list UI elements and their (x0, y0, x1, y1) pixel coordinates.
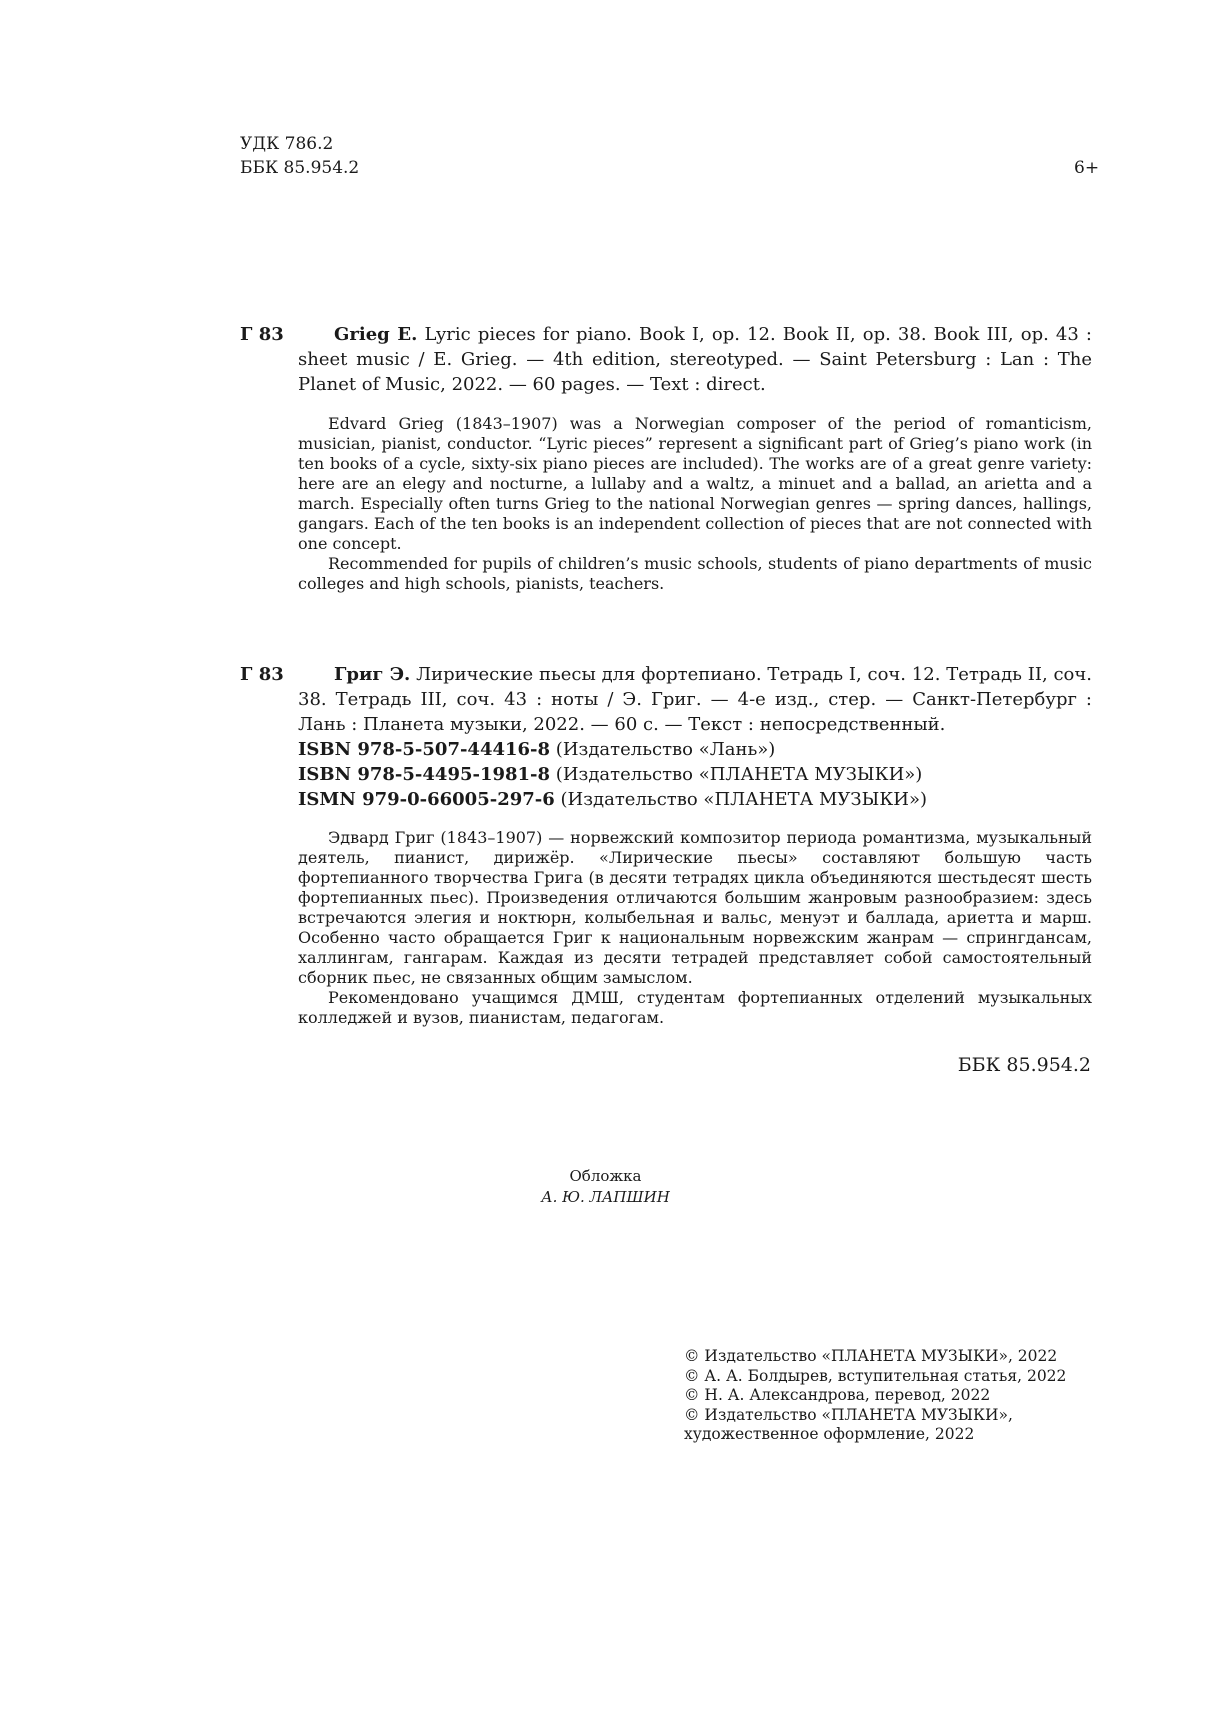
abstract-en (298, 414, 1092, 594)
age-rating: 6+ (1074, 158, 1100, 178)
ismn-line (298, 787, 927, 812)
isbn-1-number: ISBN 978-5-507-44416-8 (298, 739, 551, 760)
classification-block (240, 132, 359, 180)
udk-code: УДК 786.2 (240, 134, 334, 154)
ismn-number: ISMN 979-0-66005-297-6 (298, 789, 555, 810)
author-ru: Григ Э. (334, 664, 411, 685)
citation-ru (298, 662, 1092, 737)
isbn-1-publisher: (Издательство «Лань») (555, 739, 776, 760)
author-en: Grieg E. (334, 324, 418, 345)
cover-label: Обложка (569, 1167, 642, 1185)
bbk-footer: ББК 85.954.2 (957, 1054, 1091, 1076)
abstract-ru-paragraph-1: Эдвард Григ (1843–1907) — норвежский композитор периода романтизма, музыкальный деятель, пианист, дирижёр. «Лирические пьесы» составляют большую часть фортепианного творчества Грига (в десяти тетрадях цикла объединяются шестьдесят шесть фортепианных пьес). Произведения отличаются большим жанровым разнообразием: здесь встречаются элегия и ноктюрн, колыбельная и вальс, менуэт и баллада, ариетта и марш. Особенно часто обращается Григ к национальным норвежским жанрам — спрингдансам, халлингам, гангарам. Каждая из десяти тетрадей представляет собой самостоятельный сборник пьес, не связанных общим замыслом. (298, 828, 1092, 987)
copyright-line: © Издательство «ПЛАНЕТА МУЗЫКИ», художественное оформление, 2022 (684, 1405, 1013, 1443)
abstract-ru-paragraph-2: Рекомендовано учащимся ДМШ, студентам фортепианных отделений музыкальных колледжей и вузов, пианистам, педагогам. (298, 988, 1092, 1027)
isbn-line-1 (298, 737, 927, 762)
citation-text-ru: Лирические пьесы для фортепиано. Тетрадь I, соч. 12. Тетрадь II, соч. 38. Тетрадь III, соч. 43 : ноты / Э. Григ. — 4-е изд., стер. — Санкт-Петербург : Лань : Планета музыки, 2022. — 60 с. — Текст : непосредственный. (298, 664, 1092, 735)
isbn-line-2 (298, 762, 927, 787)
isbn-2-publisher: (Издательство «ПЛАНЕТА МУЗЫКИ») (555, 764, 923, 785)
abstract-en-paragraph-1: Edvard Grieg (1843–1907) was a Norwegian composer of the period of romanticism, musician, pianist, conductor. “Lyric pieces” represent a significant part of Grieg’s piano work (in ten books of a cycle, sixty-six piano pieces are included). The works are of a great genre variety: here are an elegy and nocturne, a lullaby and a waltz, a minuet and a ballad, an arietta and a march. Especially often turns Grieg to the national Norwegian genres — spring dances, hallings, gangars. Each of the ten books is an independent collection of pieces that are not connected with one concept. (298, 414, 1092, 553)
ismn-publisher: (Издательство «ПЛАНЕТА МУЗЫКИ») (560, 789, 928, 810)
copyright-block (684, 1347, 1094, 1445)
copyright-line: © Н. А. Александрова, перевод, 2022 (684, 1386, 991, 1404)
entry-code-en: Г 83 (240, 324, 284, 345)
entry-code-ru: Г 83 (240, 664, 284, 685)
isbn-2-number: ISBN 978-5-4495-1981-8 (298, 764, 551, 785)
bbk-code: ББК 85.954.2 (240, 158, 360, 178)
citation-text-en: Lyric pieces for piano. Book I, op. 12. Book II, op. 38. Book III, op. 43 : sheet music / E. Grieg. — 4th edition, stereotyped. — Saint Petersburg : Lan : The Planet of Music, 2022. — 60 pages. — Text : direct. (298, 324, 1092, 395)
abstract-en-paragraph-2: Recommended for pupils of children’s music schools, students of piano departments of music colleges and high schools, pianists, teachers. (298, 554, 1092, 593)
copyright-line: © Издательство «ПЛАНЕТА МУЗЫКИ», 2022 (684, 1347, 1058, 1365)
isbn-block (298, 737, 927, 812)
copyright-line: © А. А. Болдырев, вступительная статья, 2022 (684, 1366, 1067, 1385)
abstract-ru (298, 828, 1092, 1028)
citation-en (298, 322, 1092, 397)
cover-artist: А. Ю. ЛАПШИН (541, 1188, 670, 1206)
cover-credit (0, 1166, 1211, 1208)
